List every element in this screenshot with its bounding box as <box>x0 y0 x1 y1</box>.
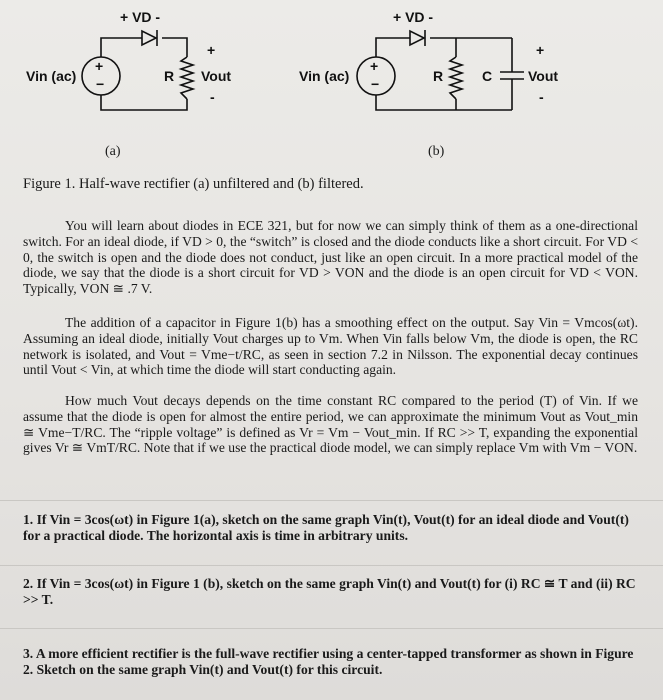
figure-caption: Figure 1. Half-wave rectifier (a) unfiltered and (b) filtered. <box>23 176 364 192</box>
source-label-a: Vin (ac) <box>26 68 77 84</box>
out-plus-a: + <box>207 42 216 58</box>
wire-a-top-left <box>101 38 142 57</box>
subfigure-label-b: (b) <box>428 144 445 159</box>
section-divider-2 <box>0 565 663 566</box>
source-minus-b: − <box>371 76 380 92</box>
out-minus-b: - <box>539 89 544 105</box>
source-plus-a: + <box>95 58 104 74</box>
wire-b-bottom <box>376 95 512 110</box>
out-minus-a: - <box>210 89 215 105</box>
resistor-label-b: R <box>433 68 444 84</box>
source-plus-b: + <box>370 58 379 74</box>
diode-b <box>410 31 424 45</box>
question-3: 3. A more efficient rectifier is the full-wave rectifier using a center-tapped transformer as shown in Figure 2. Sketch on the same graph Vin(t) and Vout(t) for this circuit. <box>23 646 634 677</box>
wire-a-bottom <box>101 95 187 110</box>
wire-a-top-right <box>162 38 187 57</box>
vd-label-a: + VD - <box>120 9 161 25</box>
subfigure-label-a: (a) <box>105 144 121 159</box>
section-divider-3 <box>0 628 663 629</box>
out-plus-b: + <box>536 42 545 58</box>
question-1: 1. If Vin = 3cos(ωt) in Figure 1(a), sketch on the same graph Vin(t), Vout(t) for an ideal diode and Vout(t) for a practical diode. The horizontal axis is time in arbitrary units. <box>23 512 629 543</box>
resistor-a <box>181 57 193 99</box>
circuit-diagrams <box>0 0 663 175</box>
vout-label-b: Vout <box>528 68 559 84</box>
source-minus-a: − <box>96 76 105 92</box>
resistor-label-a: R <box>164 68 175 84</box>
section-divider-1 <box>0 500 663 501</box>
diode-a <box>142 31 156 45</box>
vd-label-b: + VD - <box>393 9 434 25</box>
question-2: 2. If Vin = 3cos(ωt) in Figure 1 (b), sketch on the same graph Vin(t) and Vout(t) for (i) RC ≅ T and (ii) RC >> T. <box>23 576 636 607</box>
vout-label-a: Vout <box>201 68 232 84</box>
capacitor-label-b: C <box>482 68 493 84</box>
source-label-b: Vin (ac) <box>299 68 350 84</box>
resistor-b <box>450 57 462 99</box>
wire-b-top-left <box>376 38 410 57</box>
paragraph-3: How much Vout decays depends on the time constant RC compared to the period (T) of Vin. If we assume that the diode is open for almost the entire period, we can approximate the minimum Vout as Vout_min ≅ Vme−T/RC. The “ripple voltage” is defined as Vr = Vm − Vout_min. If RC >> T, expanding the exponential gives Vr ≅ VmT/RC. Note that if we use the practical diode model, we can simply replace Vm with Vm − VON. <box>23 393 638 456</box>
paragraph-2: The addition of a capacitor in Figure 1(b) has a smoothing effect on the output. Say Vin = Vmcos(ωt). Assuming an ideal diode, initially Vout charges up to Vm. When Vin falls below Vm, the diode is open, the RC network is isolated, and Vout = Vme−t/RC, as seen in section 7.2 in Nilsson. The exponential decay continues until Vout < Vin, at which time the diode will start conducting again. <box>23 315 638 378</box>
paragraph-1: You will learn about diodes in ECE 321, but for now we can simply think of them as a one-directional switch. For an ideal diode, if VD > 0, the “switch” is closed and the diode conducts like a short circuit. For VD < 0, the switch is open and the diode does not conduct, just like an open circuit. In a more practical model of the diode, we say that the diode is a short circuit for VD > VON and the diode is an open circuit for VD < VON. Typically, VON ≅ .7 V. <box>23 218 638 297</box>
